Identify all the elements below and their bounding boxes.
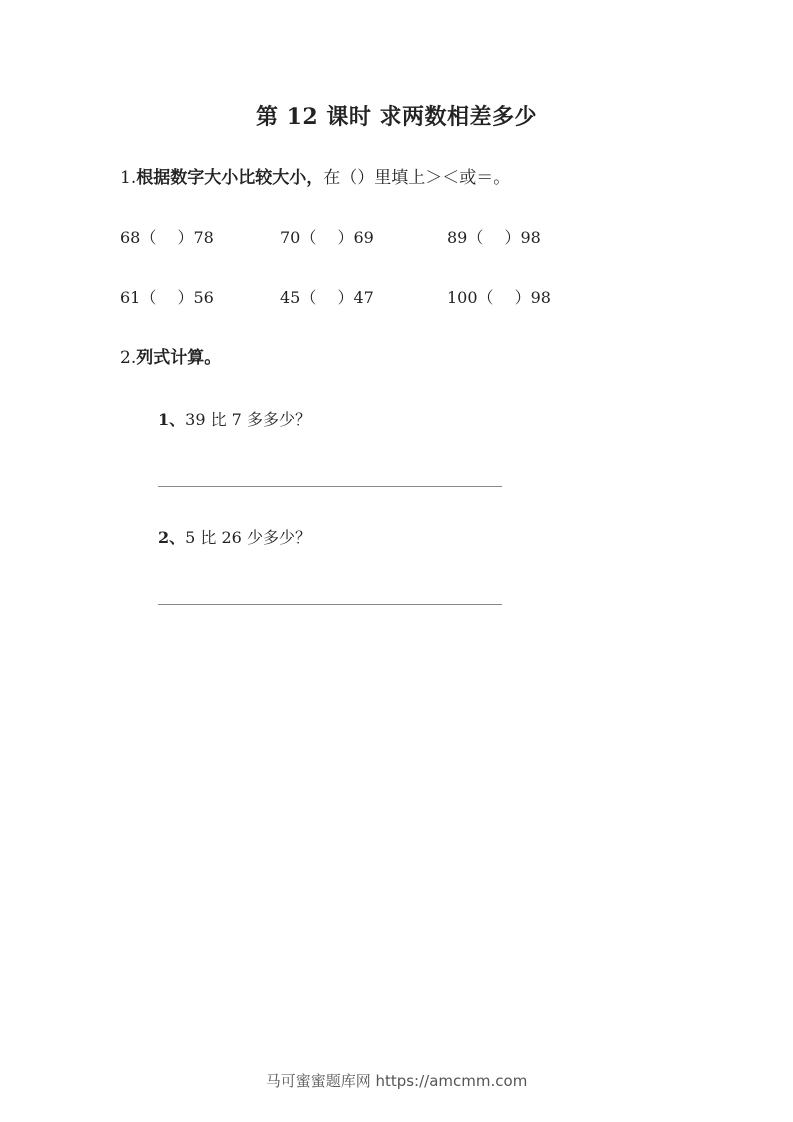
- question-2-number: 2.: [120, 348, 137, 368]
- footer-watermark: 马可蜜蜜题库网 https://amcmm.com: [265, 1072, 528, 1090]
- question-1-heading: [120, 166, 510, 190]
- compare-item: 68（ ）78: [120, 228, 214, 247]
- question-1-number: 1.: [120, 168, 137, 188]
- compare-item: 70（ ）69: [280, 228, 374, 247]
- question-1-instruction: 在（）里填上＞＜或＝。: [323, 168, 511, 188]
- question-2-instruction: 列式计算。: [136, 348, 222, 368]
- answer-line[interactable]: [158, 604, 502, 605]
- compare-row: [0, 226, 793, 250]
- sub-question: [158, 526, 311, 550]
- compare-row: [0, 286, 793, 310]
- compare-item: 89（ ）98: [447, 228, 541, 247]
- sub-question-number: 2、: [158, 528, 186, 547]
- sub-question-number: 1、: [158, 410, 186, 429]
- answer-line[interactable]: [158, 486, 502, 487]
- compare-item: 100（ ）98: [447, 288, 551, 307]
- sub-question: [158, 408, 311, 432]
- sub-question-text: 39 比 7 多多少？: [185, 410, 311, 429]
- compare-item: 45（ ）47: [280, 288, 374, 307]
- compare-item: 61（ ）56: [120, 288, 214, 307]
- question-2-heading: [120, 346, 221, 370]
- sub-question-text: 5 比 26 少多少？: [185, 528, 311, 547]
- page-title: 第 12 课时 求两数相差多少: [255, 104, 538, 130]
- question-1-instruction-bold: 根据数字大小比较大小，: [136, 168, 324, 188]
